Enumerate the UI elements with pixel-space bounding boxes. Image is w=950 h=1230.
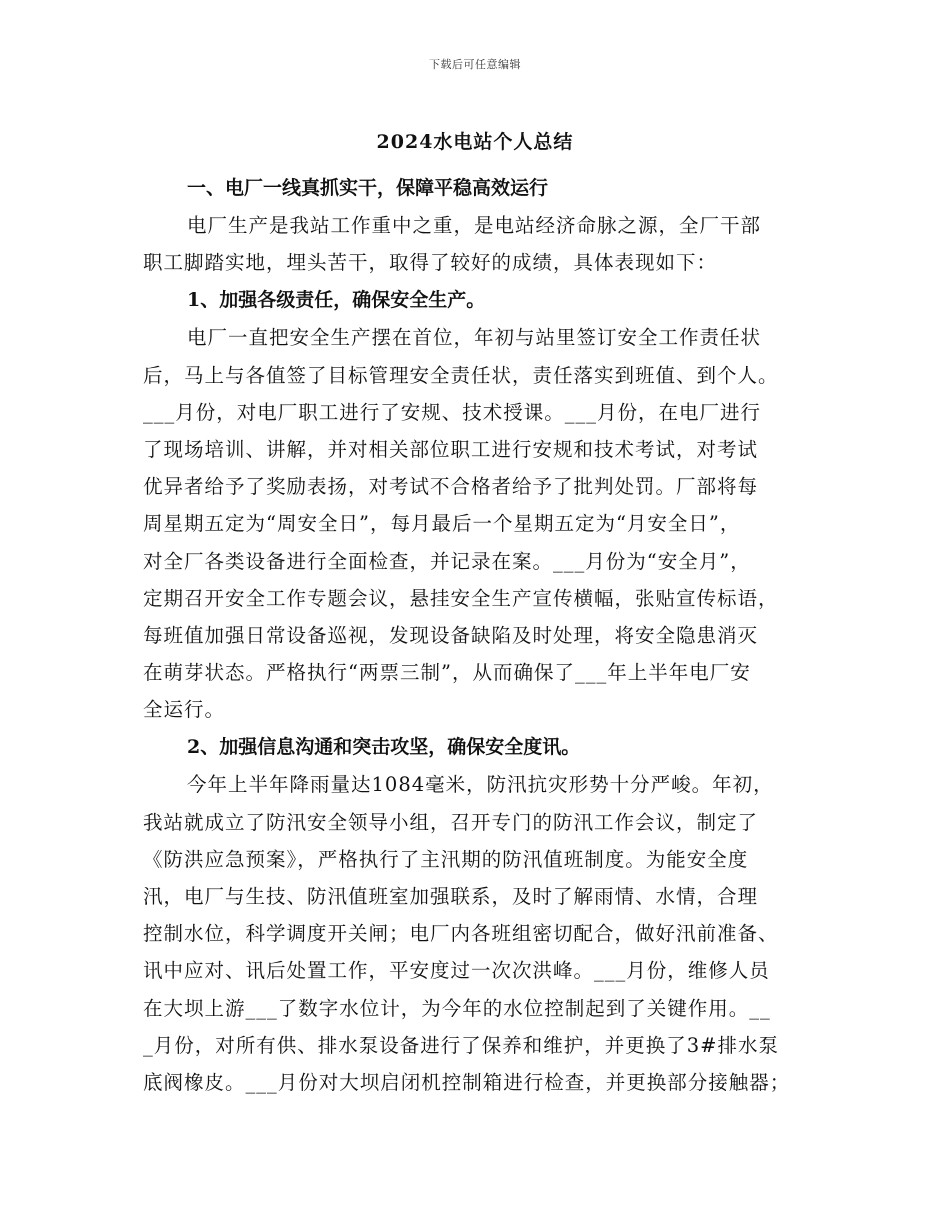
paragraph-line: 我站就成立了防汛安全领导小组，召开专门的防汛工作会议，制定了	[143, 810, 759, 834]
paragraph-line: 后，马上与各值签了目标管理安全责任状，责任落实到班值、到个人。	[143, 363, 779, 387]
header-note: 下载后可任意编辑	[429, 58, 521, 71]
paragraph-line: 每班值加强日常设备巡视，发现设备缺陷及时处理，将安全隐患消灭	[143, 623, 759, 647]
safety-paragraph	[143, 319, 818, 728]
paragraph-line: 讯中应对、讯后处置工作，平安度过一次次洪峰。___月份，维修人员	[143, 959, 770, 983]
paragraph-line: 优异者给予了奖励表扬，对考试不合格者给予了批判处罚。厂部将每	[143, 475, 759, 499]
page-title: 2024水电站个人总结	[376, 131, 574, 153]
document-body	[143, 170, 818, 1101]
paragraph-line: 底阀橡皮。___月份对大坝启闭机控制箱进行检查，并更换部分接触器；	[143, 1070, 791, 1094]
paragraph-line: 《防洪应急预案》，严格执行了主汛期的防汛值班制度。为能安全度	[143, 847, 749, 871]
paragraph-line: 控制水位，科学调度开关闸；电厂内各班组密切配合，做好汛前准备、	[143, 922, 779, 946]
paragraph-line: 全运行。	[143, 698, 226, 722]
subsection-heading-2: 2、加强信息沟通和突击攻坚，确保安全度讯。	[187, 736, 581, 759]
paragraph-line: 今年上半年降雨量达1084毫米，防汛抗灾形势十分严峻。年初，	[187, 773, 774, 797]
subsection-heading-1: 1、加强各级责任，确保安全生产。	[187, 289, 486, 312]
paragraph-line: ___月份，对电厂职工进行了安规、技术授课。___月份，在电厂进行	[143, 400, 762, 424]
paragraph-line: 电厂生产是我站工作重中之重，是电站经济命脉之源，全厂干部	[187, 214, 762, 237]
paragraph-line: 职工脚踏实地，埋头苦干，取得了较好的成绩，具体表现如下：	[143, 251, 718, 275]
paragraph-line: 电厂一直把安全生产摆在首位，年初与站里签订安全工作责任状	[187, 326, 762, 350]
paragraph-line: 在萌芽状态。严格执行“两票三制”，从而确保了___年上半年电厂安	[143, 661, 751, 685]
paragraph-line: 定期召开安全工作专题会议，悬挂安全生产宣传横幅，张贴宣传标语，	[143, 586, 779, 610]
intro-paragraph	[143, 207, 818, 281]
paragraph-line: 对全厂各类设备进行全面检查，并记录在案。___月份为“安全月”，	[143, 549, 751, 573]
paragraph-line: _月份，对所有供、排水泵设备进行了保养和维护，并更换了3#排水泵	[143, 1033, 779, 1057]
paragraph-line: 周星期五定为“周安全日”，每月最后一个星期五定为“月安全日”，	[143, 512, 741, 536]
section-heading: 一、电厂一线真抓实干，保障平稳高效运行	[187, 177, 549, 199]
flood-paragraph	[143, 766, 818, 1101]
paragraph-line: 了现场培训、讲解，并对相关部位职工进行安规和技术考试，对考试	[143, 437, 759, 461]
paragraph-line: 汛，电厂与生技、防汛值班室加强联系，及时了解雨情、水情，合理	[143, 885, 759, 908]
paragraph-line: 在大坝上游___了数字水位计，为今年的水位控制起到了关键作用。__	[143, 996, 771, 1020]
